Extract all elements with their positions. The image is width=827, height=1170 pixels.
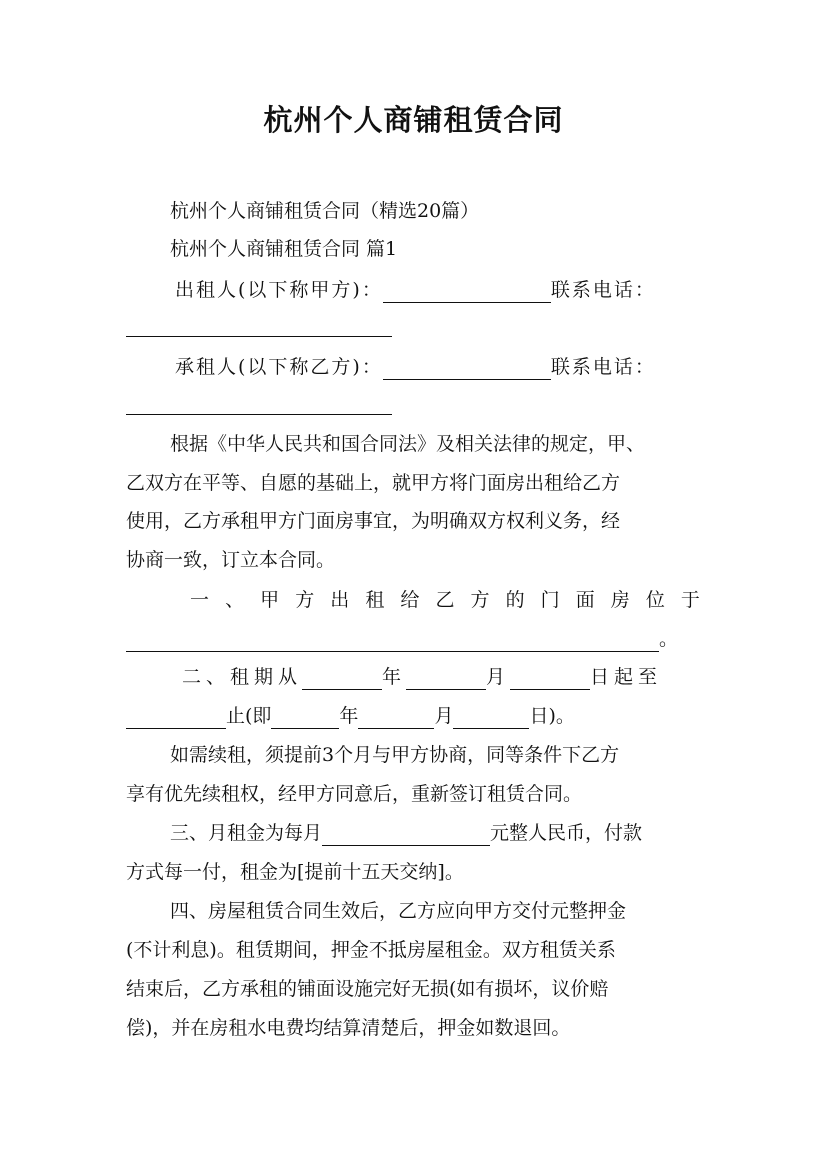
lessor-phone-blank-line: [126, 311, 392, 337]
end-month-blank: [358, 707, 434, 729]
clause1-end: 。: [659, 628, 679, 650]
month-label: 月: [434, 705, 454, 727]
clause4-line: 四、房屋租赁合同生效后，乙方应向甲方交付元整押金: [170, 900, 627, 922]
clause1-line: 一 、 甲 方 出 租 给 乙 方 的 门 面 房 位 于: [190, 589, 700, 611]
location-blank: [126, 630, 659, 652]
clause1-location-line: [126, 626, 678, 652]
lessor-label: 出租人(以下称甲方)：: [175, 279, 383, 301]
year-label: 年: [382, 666, 407, 688]
lessee-phone-label: 联系电话：: [550, 356, 656, 378]
clause3-line2: 方式每一付，租金为[提前十五天交纳]。: [126, 861, 464, 883]
renewal-line: 享有优先续租权，经甲方同意后，重新签订租赁合同。: [126, 783, 583, 805]
end-day-blank: [453, 707, 529, 729]
lessor-name-blank: [383, 281, 551, 303]
rent-amount-blank: [322, 824, 490, 846]
end-date-blank: [126, 707, 226, 729]
lessee-name-blank: [383, 358, 551, 380]
day-end-label: 日)。: [529, 705, 575, 727]
para1-line: 乙双方在平等、自愿的基础上，就甲方将门面房出租给乙方: [126, 472, 621, 494]
section-heading: 杭州个人商铺租赁合同 篇1: [170, 238, 398, 260]
clause4-line: 偿)，并在房租水电费均结算清楚后，押金如数退回。: [126, 1017, 571, 1039]
document-subtitle: 杭州个人商铺租赁合同（精选20篇）: [170, 200, 480, 222]
clause4-line: 结束后，乙方承租的铺面设施完好无损(如有损坏，议价赔: [126, 978, 609, 1000]
rent-unit-label: 元整人民币，付款: [490, 822, 643, 844]
lessor-phone-blank: [126, 315, 392, 337]
month-label: 月: [486, 666, 511, 688]
clause2-line1: [182, 664, 662, 690]
start-year-blank: [302, 668, 382, 690]
start-day-blank: [510, 668, 590, 690]
clause4-line: (不计利息)。租赁期间，押金不抵房屋租金。双方租赁关系: [126, 939, 616, 961]
day-until-label: 日起至: [590, 666, 663, 688]
lessor-line: [175, 277, 656, 303]
end-year-blank: [271, 707, 339, 729]
lease-from-label: 二、租期从: [182, 666, 303, 688]
clause3-line1: [170, 820, 642, 846]
year-label: 年: [339, 705, 359, 727]
lessee-phone-blank: [126, 393, 392, 415]
start-month-blank: [406, 668, 486, 690]
lessor-phone-label: 联系电话：: [550, 279, 656, 301]
lessee-phone-blank-line: [126, 389, 392, 415]
clause2-line2: [126, 703, 575, 729]
until-label: 止(即: [226, 705, 272, 727]
lessee-label: 承租人(以下称乙方)：: [175, 356, 383, 378]
renewal-line: 如需续租，须提前3个月与甲方协商，同等条件下乙方: [170, 744, 620, 766]
lessee-line: [175, 354, 656, 380]
para1-line: 协商一致，订立本合同。: [126, 549, 336, 571]
para1-line: 根据《中华人民共和国合同法》及相关法律的规定，甲、: [170, 433, 646, 455]
para1-line: 使用，乙方承租甲方门面房事宜，为明确双方权利义务，经: [126, 510, 621, 532]
rent-label: 三、月租金为每月: [170, 822, 323, 844]
document-title: 杭州个人商铺租赁合同: [263, 103, 564, 137]
